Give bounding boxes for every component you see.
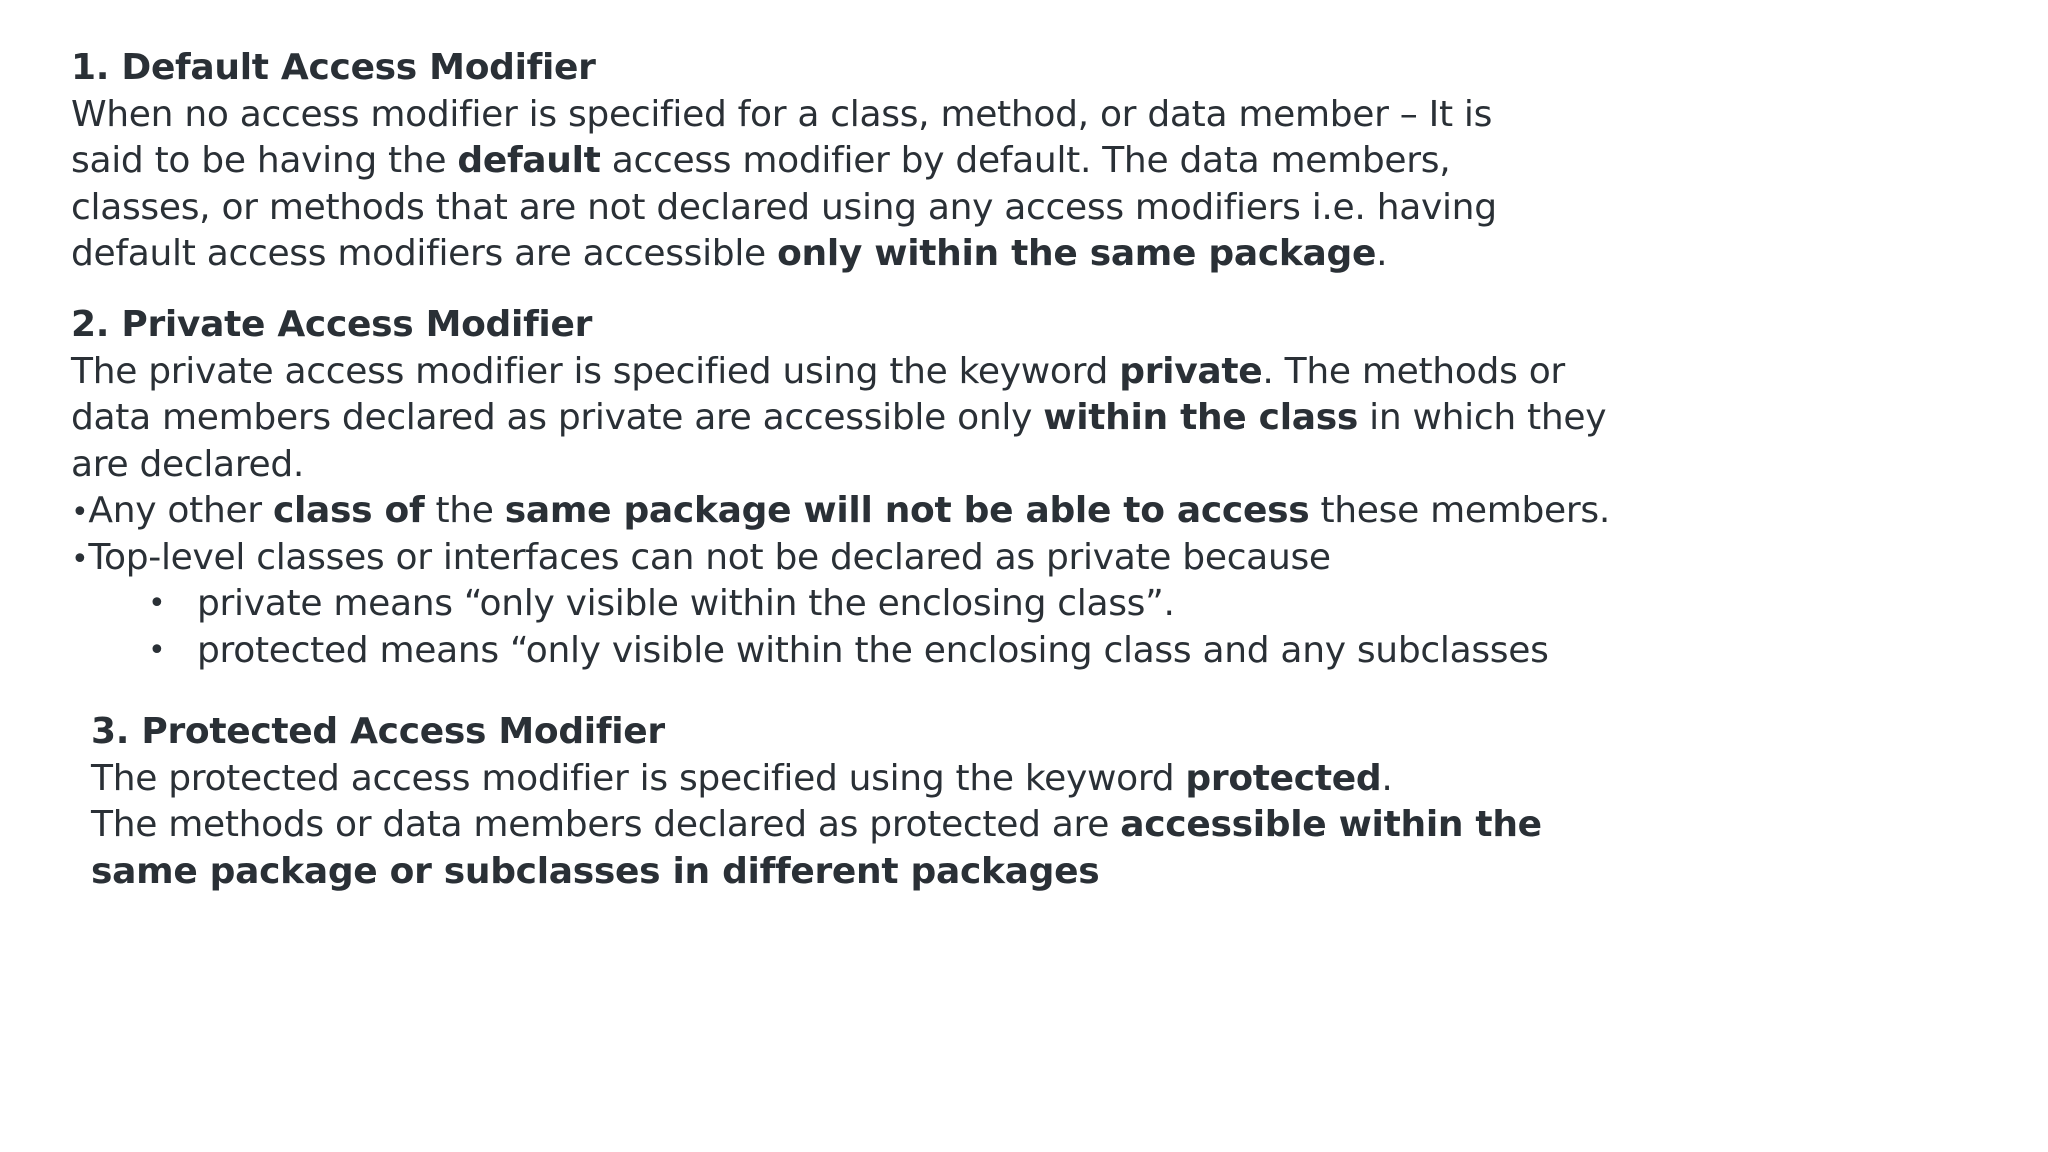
section-title: 1. Default Access Modifier (71, 47, 596, 88)
text-run: . (1376, 233, 1388, 274)
text-run: The protected access modifier is specified using the keyword (91, 757, 1186, 799)
paragraph-line (71, 349, 1610, 396)
sub-bullet-icon: • (148, 632, 166, 668)
bullet-item (71, 488, 1610, 535)
section-default-access (71, 45, 1497, 278)
text-run: default access modifiers are accessible (71, 233, 778, 274)
paragraph-line: When no access modifier is specified for a class, method, or data member – It is (71, 93, 1493, 135)
text-run: data members declared as private are accessible only (71, 397, 1044, 438)
section-private-access (71, 302, 1610, 674)
text-run: . The methods or (1262, 350, 1565, 392)
text-run: Top-level classes or interfaces can not be declared as private because (88, 536, 1331, 578)
sub-bullet-icon: • (148, 586, 166, 621)
sub-bullet-item (71, 628, 1610, 675)
paragraph-line (71, 138, 1497, 185)
text-run: these members. (1309, 490, 1610, 531)
bold-text: same package will not be able to access (504, 490, 1310, 531)
text-run: protected means “only visible within the enclosing class and any subclasses (197, 629, 1549, 671)
text-run: Any other (88, 490, 273, 531)
paragraph-line-bold: same package or subclasses in different packages (91, 850, 1100, 892)
section-title: 3. Protected Access Modifier (91, 711, 665, 752)
paragraph-line (71, 231, 1497, 278)
paragraph-line: are declared. (71, 443, 305, 485)
bullet-icon: • (71, 495, 89, 530)
bullet-icon: • (71, 541, 89, 577)
text-run: . (1381, 757, 1393, 799)
text-run: the (424, 490, 505, 531)
bold-text: class of (272, 490, 425, 531)
bold-text: default (457, 140, 601, 181)
bold-text: only within the same package (777, 233, 1377, 274)
paragraph-line (71, 395, 1610, 442)
bullet-item (71, 535, 1610, 582)
sub-bullet-item (71, 581, 1610, 628)
text-run: The private access modifier is specified using the keyword (71, 350, 1120, 392)
section-title: 2. Private Access Modifier (71, 304, 593, 345)
text-run: private means “only visible within the enclosing class”. (197, 583, 1175, 624)
paragraph-line: classes, or methods that are not declared using any access modifiers i.e. having (71, 186, 1497, 228)
bold-text: private (1119, 350, 1263, 392)
bold-text: protected (1185, 757, 1382, 799)
text-run: The methods or data members declared as protected are (91, 804, 1121, 845)
text-run: access modifier by default. The data members, (600, 140, 1451, 181)
text-run: in which they (1358, 397, 1607, 438)
paragraph-line (91, 802, 1542, 849)
text-run: said to be having the (71, 140, 458, 181)
bold-text: accessible within the (1120, 804, 1542, 845)
bold-text: within the class (1043, 397, 1358, 438)
paragraph-line (91, 756, 1542, 803)
section-protected-access (91, 709, 1542, 895)
